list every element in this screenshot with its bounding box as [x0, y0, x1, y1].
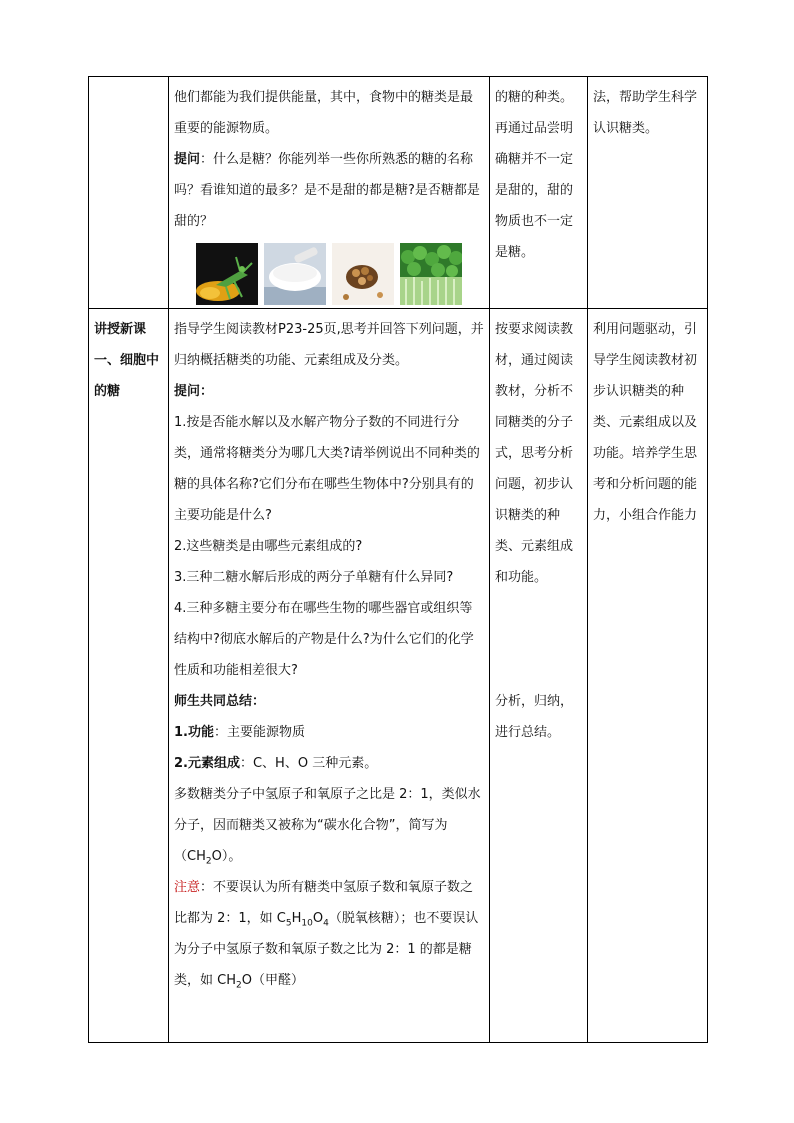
- element-line: 2.元素组成：C、H、O 三种元素。: [174, 756, 378, 771]
- mantis-photo: [196, 243, 258, 305]
- question-3: 3.三种二糖水解后形成的两分子单糖有什么异同?: [174, 570, 454, 585]
- question-4: 4.三种多糖主要分布在哪些生物的哪些器官或组织等结构中?彻底水解后的产物是什么?为什么它们的化学性质和功能相差很大?: [174, 601, 474, 678]
- nuts-spoon-photo: [332, 243, 394, 305]
- summary-header: 师生共同总结：: [174, 694, 266, 709]
- design-intent-cell: [588, 77, 708, 309]
- question-header: 提问：: [174, 384, 214, 399]
- section-heading: 讲授新课: [94, 322, 147, 337]
- student-activity-text: 按要求阅读教材，通过阅读教材，分析不同糖类的分子式，思考分析问题，初步认识糖类的种类、元素组成和功能。: [495, 322, 574, 585]
- note-text: 注意：不要误认为所有糖类中氢原子数和氧原子数之比都为 2：1，如 $C_5H_{10}O_4$（脱氧核糖）；也不要误认为分子中氢原子数和氧原子数之比为 2：1 的都是糖类，如 $CH_2O$（甲醛）: [174, 880, 479, 991]
- intro-text: 他们都能为我们提供能量，其中，食物中的糖类是最重要的能源物质。: [174, 90, 474, 136]
- question-2: 2.这些糖类是由哪些元素组成的?: [174, 539, 363, 554]
- table-row: [89, 77, 708, 309]
- design-intent-cell: [588, 309, 708, 1043]
- student-activity-text: 的糖的种类。再通过品尝明确糖并不一定是甜的，甜的物质也不一定是糖。: [495, 90, 574, 260]
- green-sprouts-photo: [400, 243, 462, 305]
- note-label: 注意: [174, 880, 201, 895]
- design-intent-text: 利用问题驱动，引导学生阅读教材初步认识糖类的种类、元素组成以及功能。培养学生思考和分析问题的能力，小组合作能力: [593, 322, 698, 523]
- section-cell: [89, 309, 169, 1043]
- ratio-text: 多数糖类分子中氢原子和氧原子之比是 2：1，类似水分子，因而糖类又被称为“碳水化合物”，简写为$(CH_2O)$。: [174, 787, 481, 867]
- sugar-bowl-photo: [264, 243, 326, 305]
- teacher-activity-cell: [169, 77, 490, 309]
- question-label: 提问: [174, 152, 201, 167]
- question-1: 1.按是否能水解以及水解产物分子数的不同进行分类，通常将糖类分为哪几大类?请举例说出不同种类的糖的具体名称?它们分布在哪些生物体中?分别具有的主要功能是什么?: [174, 415, 480, 523]
- question-paragraph: 提问：什么是糖？你能列举一些你所熟悉的糖的名称吗？看谁知道的最多？是不是甜的都是糖?是否糖都是甜的？: [174, 152, 480, 229]
- section-subheading: 一、细胞中的糖: [94, 353, 160, 399]
- function-line: 1.功能：主要能源物质: [174, 725, 305, 740]
- student-activity-cell: [490, 77, 588, 309]
- teacher-activity-cell: [169, 309, 490, 1043]
- section-cell: [89, 77, 169, 309]
- question-text: 什么是糖？你能列举一些你所熟悉的糖的名称吗？看谁知道的最多？是不是甜的都是糖?是否糖都是甜的？: [174, 152, 480, 229]
- lesson-plan-table: [88, 76, 708, 1043]
- table-row: [89, 309, 708, 1043]
- student-summary-text: 分析，归纳，进行总结。: [495, 694, 574, 740]
- student-activity-cell: [490, 309, 588, 1043]
- guide-text: 指导学生阅读教材P23-25页,思考并回答下列问题，并归纳概括糖类的功能、元素组成及分类。: [174, 322, 484, 368]
- image-strip: [174, 243, 484, 305]
- design-intent-text: 法，帮助学生科学认识糖类。: [593, 90, 698, 136]
